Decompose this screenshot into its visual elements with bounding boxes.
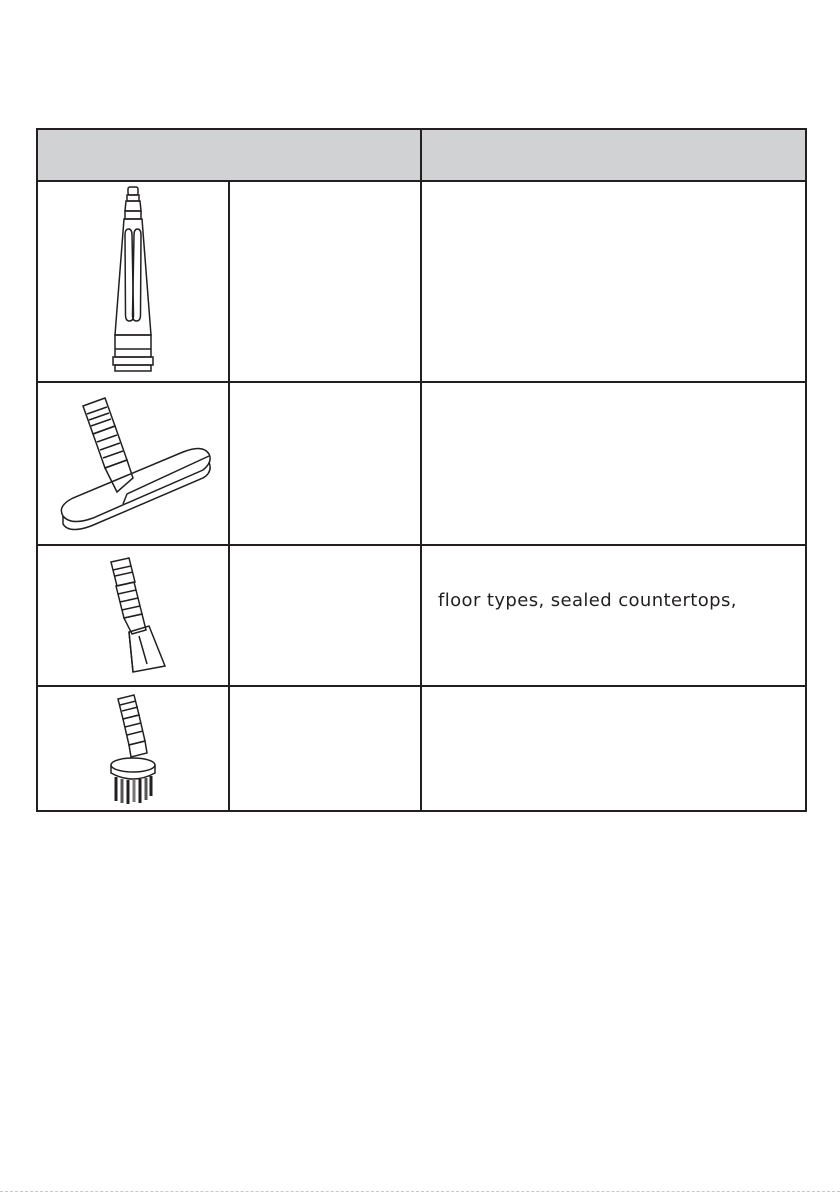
table-row [37, 545, 806, 686]
accessory-table-container [36, 128, 805, 812]
accessory-image-cell [37, 545, 229, 686]
accessory-description-cell: floor types, sealed countertops, [421, 545, 806, 686]
table-row [37, 686, 806, 811]
scraper-tool-icon [83, 556, 183, 676]
table-row [37, 382, 806, 545]
header-accessory [37, 129, 421, 181]
accessory-description-cell [421, 686, 806, 811]
accessory-table [36, 128, 807, 812]
accessory-image-cell [37, 382, 229, 545]
floor-mop-head-icon [53, 394, 213, 534]
table-header-row [37, 129, 806, 181]
header-usage [421, 129, 806, 181]
accessory-image-cell [37, 686, 229, 811]
round-bristle-brush-icon [98, 693, 168, 805]
accessory-name-cell [229, 181, 421, 382]
accessory-description-cell [421, 181, 806, 382]
accessory-name-cell [229, 545, 421, 686]
accessory-description-cell [421, 382, 806, 545]
accessory-image-cell [37, 181, 229, 382]
jet-nozzle-icon [103, 185, 163, 379]
accessory-name-cell [229, 382, 421, 545]
table-row [37, 181, 806, 382]
accessory-name-cell [229, 686, 421, 811]
